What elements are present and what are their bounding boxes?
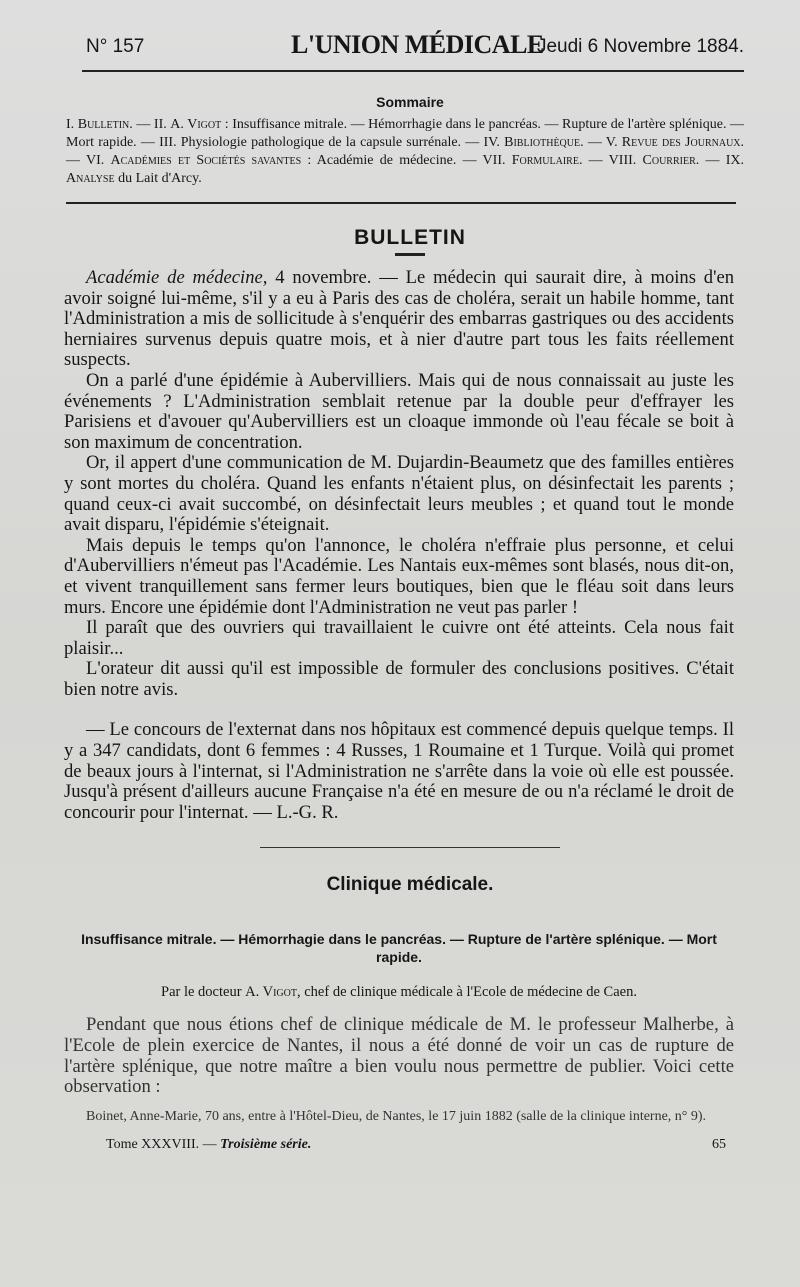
sommaire-text: : Académie de médecine. — — [301, 153, 483, 168]
bulletin-p1-text: 4 novembre. — Le médecin qui saurait dire, à moins d'en avoir soigné lui-même, s'il y a eu à Paris des cas de choléra, serait un habile homme, tant l'Administration a mis de sollicitude à s'enquérir des embarras gastriques ou des accidents herniaires survenus depuis quatre mois, et à nier d'autre part tous les faits réellement suspects. — [64, 267, 734, 371]
issue-date: Jeudi 6 Novembre 1884. — [536, 36, 744, 57]
sommaire-text: — — [582, 153, 609, 168]
section-rule — [260, 847, 560, 848]
byline-post: , chef de clinique médicale à l'Ecole de médecine de Caen. — [297, 984, 637, 1001]
bulletin-paragraph: Il paraît que des ouvriers qui travaillaient le cuivre ont été atteints. Cela nous fait plaisir... — [64, 617, 734, 659]
footer-volume — [106, 1137, 311, 1153]
clinique-heading: Clinique médicale. — [326, 874, 494, 896]
bulletin-paragraph: Mais depuis le temps qu'on l'annonce, le choléra n'effraie plus personne, et celui d'Aubervilliers n'émeut pas l'Académie. Les Nantais eux-mêmes sont blasés, nous dit-on, et vivent tranquillement sans fermer leurs boutiques, bien que le fléau soit dans leurs murs. Encore une épidémie dont l'Administration ne veut pas parler ! — [64, 534, 734, 618]
article-paragraph: Pendant que nous étions chef de clinique médicale de M. le professeur Malherbe, à l'Ecole de plein exercice de Nantes, il nous a été donné de voir un cas de rupture de l'artère splénique, que notre maître a bien voulu nous permettre de publier. Voici cette observation : — [64, 1014, 734, 1098]
sommaire-num: III. — [159, 135, 177, 150]
issue-number: N° 157 — [86, 36, 145, 57]
footer-series: Troisième série. — [220, 1136, 312, 1152]
sommaire-num: II. — [153, 117, 167, 132]
sommaire-text: du Lait d'Arcy. — [114, 171, 202, 186]
sommaire-num: V. — [605, 135, 618, 150]
bulletin-paragraph: — Le concours de l'externat dans nos hôpitaux est commencé depuis quelque temps. Il y a 347 candidats, dont 6 femmes : 4 Russes, 1 Roumaine et 1 Turque. Voilà qui promet de beaux jours à l'internat, si l'Administration ne s'arrête dans la voie où elle est poussée. Jusqu'à présent d'ailleurs aucune Française n'a été en mesure de ou n'a réclamé le droit de concourir pour l'internat. — L.-G. R. — [64, 719, 734, 823]
heading-ornament — [395, 253, 425, 256]
bulletin-lead: Académie de médecine, — [86, 267, 268, 288]
sommaire-head: Analyse — [66, 171, 115, 186]
case-paragraph: Boinet, Anne-Marie, 70 ans, entre à l'Hôtel-Dieu, de Nantes, le 17 juin 1882 (salle de la clinique interne, n° 9). — [86, 1108, 707, 1124]
sommaire-num: VIII. — [608, 153, 637, 168]
sommaire-text: : Insuffisance mitrale. — Hémorrhagie dans le pancréas. — Rupture de l'artère splénique. — Mort rapide. — — [66, 117, 745, 150]
sommaire-heading: Sommaire — [376, 94, 444, 110]
sommaire-list — [66, 116, 744, 188]
sommaire-head: Académies et Sociétés savantes — [110, 153, 302, 168]
sommaire-num: IX. — [725, 153, 744, 168]
sommaire-text: Physiologie pathologique de la capsule surrénale. — — [176, 135, 484, 150]
sommaire-head: A. Vigot — [170, 117, 222, 132]
sommaire-text: — — [583, 135, 606, 150]
sommaire-num: VI. — [85, 153, 105, 168]
page-footer — [64, 1137, 734, 1157]
byline-author: A. Vigot — [245, 984, 297, 1001]
sommaire-rule — [66, 202, 736, 204]
sommaire-head: Formulaire. — [511, 153, 583, 168]
page-number: 65 — [712, 1136, 726, 1152]
case-report — [64, 1108, 734, 1125]
article-title: Insuffisance mitrale. — Hémorrhagie dans le pancréas. — Rupture de l'artère splénique. — Mort rapide. — [81, 931, 717, 966]
byline-pre: Par le docteur — [161, 984, 246, 1001]
bulletin-paragraph: On a parlé d'une épidémie à Aubervilliers. Mais qui de nous connaissait au juste les événements ? L'Administration semblait retenue par la double peur d'effrayer les Parisiens et d'avouer qu'Aubervilliers est un cloaque immonde où l'eau fécale se boit à son maximum de concentration. — [64, 369, 734, 453]
sommaire-head: Bulletin. — [77, 117, 133, 132]
article-body — [64, 1015, 734, 1097]
sommaire-head: Bibliothèque. — [504, 135, 584, 150]
page-header — [76, 30, 744, 68]
bulletin-heading: BULLETIN — [354, 226, 466, 249]
sommaire-head: Revue des Journaux. — [621, 135, 745, 150]
sommaire-text: — — [699, 153, 726, 168]
bulletin-paragraph: Or, il appert d'une communication de M. Dujardin-Beaumetz que des familles entières y sont mortes du choléra. Quand les enfants n'étaient plus, on désinfectait les parents ; quand ceux-ci avait succombé, on désinfectait leurs meubles ; et quand tout le monde avait disparu, l'épidémie s'éteignait. — [64, 452, 734, 536]
header-rule — [82, 70, 744, 72]
sommaire-num: VII. — [482, 153, 506, 168]
sommaire-text: — — [132, 117, 154, 132]
sommaire-head: Courrier. — [642, 153, 700, 168]
bulletin-paragraph: L'orateur dit aussi qu'il est impossible de formuler des conclusions positives. C'était bien notre avis. — [64, 658, 734, 700]
footer-volume-text: Tome XXXVIII. — — [106, 1136, 221, 1152]
bulletin-paragraph — [64, 268, 734, 371]
bulletin-body — [64, 268, 734, 823]
journal-title: L'UNION MÉDICALE — [291, 30, 544, 59]
sommaire-num: I. — [66, 117, 75, 132]
sommaire-num: IV. — [483, 135, 500, 150]
article-byline — [64, 984, 734, 1001]
sommaire-text: — — [66, 153, 86, 168]
